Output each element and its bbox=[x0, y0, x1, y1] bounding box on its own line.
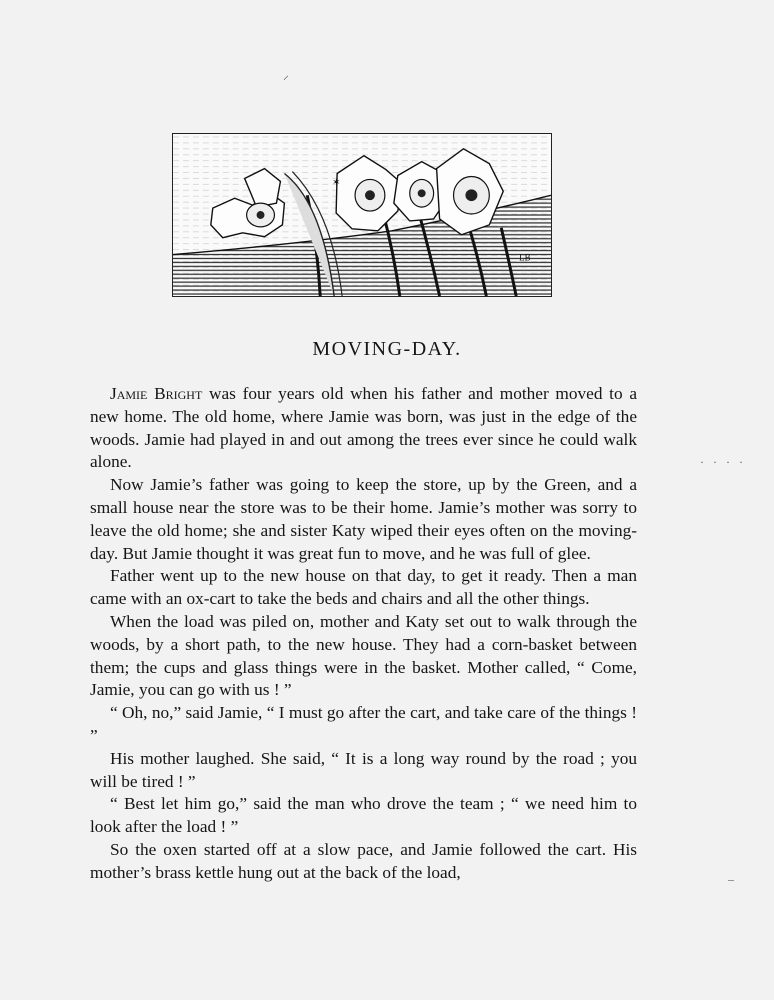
paragraph: When the load was piled on, mother and Katy set out to walk through the woods, by a short path, to the new house. They had a corn-basket between them; the cups and glass things were in the basket. Mother called, “ Come, Jamie, you can go with us ! ” bbox=[90, 611, 637, 700]
paragraph: So the oxen started off at a slow pace, and Jamie followed the cart. His mother’s brass kettle hung out at the back of the load, bbox=[90, 839, 637, 882]
paragraph: Jamie Bright was four years old when his father and mother moved to a new home. The old home, where Jamie was born, was just in the edge of the woods. Jamie had played in and out among the trees ever since he could walk alone. bbox=[90, 384, 637, 472]
illustrator-monogram: LB bbox=[519, 252, 531, 263]
ink-speck: ⸝ bbox=[283, 68, 290, 82]
ink-speck: – bbox=[728, 872, 734, 886]
ink-speck: · · · · bbox=[700, 455, 746, 469]
paragraph: “ Best let him go,” said the man who drove the team ; “ we need him to look after the load ! ” bbox=[90, 794, 637, 837]
daffodil-illustration bbox=[172, 133, 552, 297]
story-text bbox=[90, 383, 637, 885]
paragraph: “ Oh, no,” said Jamie, “ I must go after the cart, and take care of the things ! ” bbox=[90, 703, 637, 745]
paragraph: His mother laughed. She said, “ It is a long way round by the road ; you will be tired ! ” bbox=[90, 748, 637, 791]
opening-words: Jamie Bright bbox=[110, 384, 203, 403]
paragraph: Father went up to the new house on that day, to get it ready. Then a man came with an ox-cart to take the beds and chairs and all the other things. bbox=[90, 566, 637, 609]
svg-text:✶: ✶ bbox=[332, 177, 341, 189]
paragraph: Now Jamie’s father was going to keep the store, up by the Green, and a small house near the store was to be their home. Jamie’s mother was sorry to leave the old home; she and sister Katy wiped their eyes often on the moving-day. But Jamie thought it was great fun to move, and he was full of glee. bbox=[90, 475, 637, 563]
chapter-title: MOVING-DAY. bbox=[312, 338, 462, 360]
daffodil-engraving bbox=[173, 134, 551, 296]
